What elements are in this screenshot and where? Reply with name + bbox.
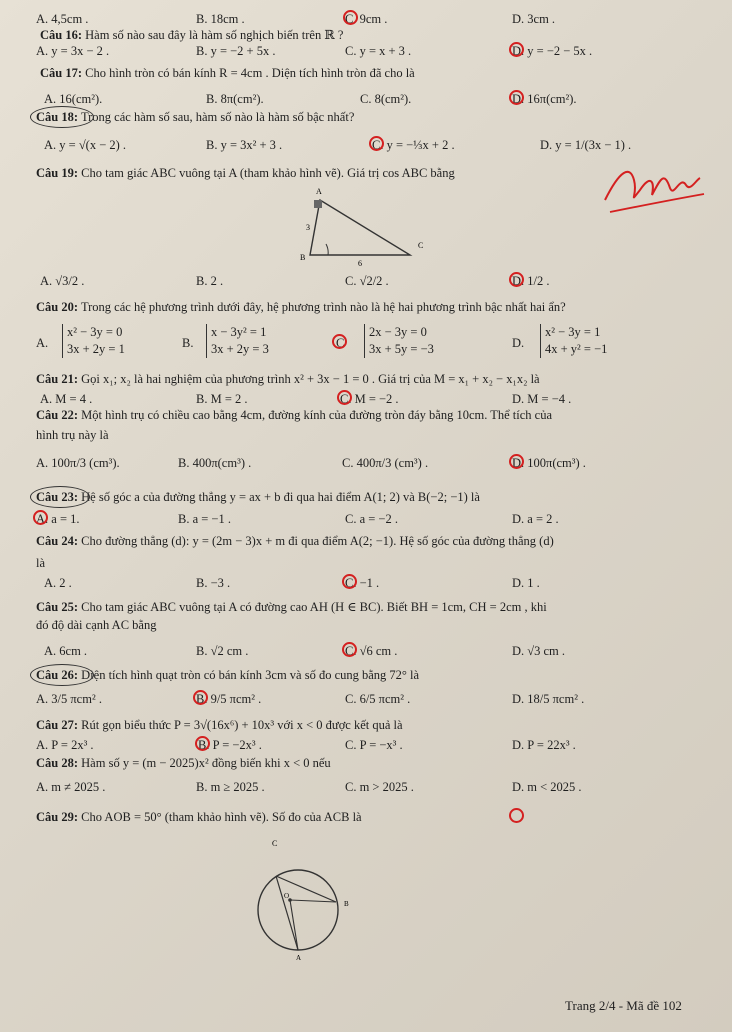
question-mark-circle (30, 486, 90, 508)
vertex-b-label: B (300, 253, 306, 262)
q16-option-b: B. y = −2 + 5x . (196, 44, 276, 58)
answer-mark-circle (509, 90, 524, 105)
question-29 (36, 810, 362, 825)
question-text: Gọi x₁; x₂ là hai nghiệm của phương trình x² + 3x − 1 = 0 . Giá trị của M = x₁ + x₂ − x₁x₂ là (81, 372, 540, 386)
question-mark-circle (30, 106, 94, 128)
answer-mark-circle (195, 736, 210, 751)
q15-option-c: C. 9cm . (345, 12, 388, 26)
q24-option-d: D. 1 . (512, 576, 540, 590)
q22-option-a: A. 100π/3 (cm³). (36, 456, 120, 470)
triangle-shape (310, 200, 410, 255)
q22-option-b: B. 400π(cm³) . (178, 456, 252, 470)
answer-mark-circle (509, 42, 524, 57)
question-label: Câu 16: (40, 28, 83, 42)
q23-option-a: A. a = 1. (36, 512, 80, 526)
q20-option-a-system (62, 324, 125, 358)
question-22-line-2: hình trụ này là (36, 428, 109, 442)
question-19 (36, 166, 455, 181)
q24-option-a: A. 2 . (44, 576, 72, 590)
point-b-label: B (344, 900, 349, 908)
q18-option-c: C. y = −⅓x + 2 . (372, 138, 455, 152)
chord-ca (276, 876, 298, 950)
q17-option-c: C. 8(cm²). (360, 92, 412, 106)
radius-ob (290, 900, 336, 902)
q27-option-a: A. P = 2x³ . (36, 738, 94, 752)
q27-option-b: B. P = −2x³ . (198, 738, 262, 752)
q16-option-a: A. y = 3x − 2 . (36, 44, 110, 58)
question-label: Câu 17: (40, 66, 83, 80)
side-ab-label: 3 (306, 223, 310, 232)
question-label: Câu 22: (36, 408, 79, 422)
q25-option-b: B. √2 cm . (196, 644, 249, 658)
answer-mark-circle (509, 808, 524, 823)
q20-option-d-system (540, 324, 607, 358)
equation: 3x + 2y = 3 (211, 342, 269, 356)
question-label: Câu 23: (36, 490, 79, 504)
question-text: Cho tam giác ABC vuông tại A (tham khảo hình vẽ). Giá trị cos ABC bằng (81, 166, 455, 180)
answer-mark-circle (343, 10, 358, 25)
q20-option-c-system (364, 324, 434, 358)
q22-option-c: C. 400π/3 (cm³) . (342, 456, 429, 470)
question-text: Một hình trụ có chiều cao bằng 4cm, đường kính của đường tròn đáy bằng 10cm. Thể tích của (81, 408, 553, 422)
q25-option-c: C. √6 cm . (345, 644, 398, 658)
question-27 (36, 718, 403, 733)
question-label: Câu 24: (36, 534, 79, 548)
equation: x² − 3y = 1 (545, 325, 601, 339)
question-28 (36, 756, 331, 771)
equation: 3x + 2y = 1 (67, 342, 125, 356)
circle-shape (258, 870, 338, 950)
radius-oa (290, 900, 298, 950)
q16-option-d: D. y = −2 − 5x . (512, 44, 593, 58)
q20-option-c-label: C (336, 336, 345, 350)
q19-option-d: D. 1/2 . (512, 274, 550, 288)
question-20 (36, 300, 566, 315)
q23-option-c: C. a = −2 . (345, 512, 398, 526)
q27-option-c: C. P = −x³ . (345, 738, 403, 752)
point-c-label: C (272, 839, 278, 848)
question-25 (36, 600, 547, 615)
q26-option-a: A. 3/5 πcm² . (36, 692, 102, 706)
q26-option-b: B. 9/5 πcm² . (196, 692, 262, 706)
question-text: Hàm số y = (m − 2025)x² đồng biến khi x < 0 nếu (81, 756, 331, 770)
answer-mark-circle (369, 136, 384, 151)
question-label: Câu 27: (36, 718, 79, 732)
signature-underline (610, 194, 704, 212)
question-22 (36, 408, 552, 423)
q28-option-b: B. m ≥ 2025 . (196, 780, 265, 794)
question-label: Câu 20: (36, 300, 79, 314)
question-text: Hàm số nào sau đây là hàm số nghịch biến trên ℝ ? (85, 28, 344, 42)
question-label: Câu 18: (36, 110, 79, 124)
q15-option-a: A. 4,5cm . (36, 12, 89, 26)
question-mark-circle (30, 664, 94, 686)
right-triangle-figure (270, 180, 440, 270)
q19-option-a: A. √3/2 . (40, 274, 85, 288)
q18-option-d: D. y = 1/(3x − 1) . (540, 138, 632, 152)
q21-option-a: A. M = 4 . (40, 392, 93, 406)
point-a-label: A (296, 954, 302, 962)
question-label: Câu 28: (36, 756, 79, 770)
q28-option-a: A. m ≠ 2025 . (36, 780, 106, 794)
q28-option-c: C. m > 2025 . (345, 780, 414, 794)
q19-option-b: B. 2 . (196, 274, 224, 288)
question-text: Rút gọn biểu thức P = 3√(16x⁶) + 10x³ với x < 0 được kết quả là (81, 718, 403, 732)
question-label: Câu 25: (36, 600, 79, 614)
answer-mark-circle (337, 390, 352, 405)
q23-option-d: D. a = 2 . (512, 512, 559, 526)
q15-option-b: B. 18cm . (196, 12, 245, 26)
signature-stroke (605, 172, 700, 200)
q18-option-b: B. y = 3x² + 3 . (206, 138, 283, 152)
equation: 2x − 3y = 0 (369, 325, 427, 339)
question-label: Câu 29: (36, 810, 79, 824)
q17-option-a: A. 16(cm²). (44, 92, 103, 106)
equation: x − 3y² = 1 (211, 325, 267, 339)
question-label: Câu 26: (36, 668, 79, 682)
right-angle-mark (314, 200, 322, 208)
question-text: Cho tam giác ABC vuông tại A có đường cao AH (H ∈ BC). Biết BH = 1cm, CH = 2cm , khi (81, 600, 547, 614)
q22-option-d: D. 100π(cm³) . (512, 456, 586, 470)
q25-option-d: D. √3 cm . (512, 644, 566, 658)
question-text: Trong các hàm số sau, hàm số nào là hàm số bậc nhất? (80, 110, 355, 124)
q18-option-a: A. y = √(x − 2) . (44, 138, 127, 152)
q19-option-c: C. √2/2 . (345, 274, 389, 288)
q15-option-d: D. 3cm . (512, 12, 556, 26)
question-25-line-2: đó độ dài cạnh AC bằng (36, 618, 157, 632)
question-23 (36, 490, 480, 505)
q23-option-b: B. a = −1 . (178, 512, 231, 526)
question-24-line-2: là (36, 556, 46, 570)
question-16 (40, 28, 343, 43)
question-text: Hệ số góc a của đường thẳng y = ax + b đi qua hai điểm A(1; 2) và B(−2; −1) là (81, 490, 480, 504)
vertex-a-label: A (316, 187, 322, 196)
circle-figure (258, 840, 368, 960)
question-text: Cho hình tròn có bán kính R = 4cm . Diện tích hình tròn đã cho là (85, 66, 415, 80)
q17-option-b: B. 8π(cm²). (206, 92, 264, 106)
q24-option-b: B. −3 . (196, 576, 231, 590)
handwritten-signature (600, 160, 712, 228)
point-o-label: O (284, 892, 290, 900)
q24-option-c: C. −1 . (345, 576, 380, 590)
q26-option-c: C. 6/5 πcm² . (345, 692, 411, 706)
equation: x² − 3y = 0 (67, 325, 123, 339)
question-label: Câu 19: (36, 166, 79, 180)
question-21 (36, 372, 540, 387)
answer-mark-circle (193, 690, 208, 705)
answer-mark-circle (509, 454, 524, 469)
q28-option-d: D. m < 2025 . (512, 780, 582, 794)
q21-option-d: D. M = −4 . (512, 392, 572, 406)
question-17 (40, 66, 415, 81)
answer-mark-circle (342, 574, 357, 589)
question-24 (36, 534, 554, 549)
equation: 4x + y² = −1 (545, 342, 608, 356)
angle-arc (326, 244, 328, 255)
answer-mark-circle (33, 510, 48, 525)
question-text: Cho AOB = 50° (tham khảo hình vẽ). Số đo của ACB là (81, 810, 362, 824)
answer-mark-circle (342, 642, 357, 657)
q17-option-d: D. 16π(cm²). (512, 92, 577, 106)
answer-mark-circle (332, 334, 347, 349)
question-text: Diện tích hình quạt tròn có bán kính 3cm và số đo cung bằng 72° là (81, 668, 420, 682)
question-label: Câu 21: (36, 372, 79, 386)
question-text: Trong các hệ phương trình dưới đây, hệ phương trình nào là hệ hai phương trình bậc nhất hai ẩn? (80, 300, 566, 314)
q21-option-c: C. M = −2 . (340, 392, 399, 406)
side-bc-label: 6 (358, 259, 362, 268)
question-text: Cho đường thẳng (d): y = (2m − 3)x + m đi qua điểm A(2; −1). Hệ số góc của đường thẳng (d) (81, 534, 554, 548)
q27-option-d: D. P = 22x³ . (512, 738, 576, 752)
vertex-c-label: C (418, 241, 424, 250)
q21-option-b: B. M = 2 . (196, 392, 248, 406)
q20-option-b-system (206, 324, 269, 358)
page-footer: Trang 2/4 - Mã đề 102 (565, 998, 682, 1013)
q16-option-c: C. y = x + 3 . (345, 44, 412, 58)
q25-option-a: A. 6cm . (44, 644, 88, 658)
q20-option-d-label: D. (512, 336, 525, 350)
q20-option-b-label: B. (182, 336, 194, 350)
answer-mark-circle (509, 272, 524, 287)
equation: 3x + 5y = −3 (369, 342, 434, 356)
q26-option-d: D. 18/5 πcm² . (512, 692, 585, 706)
q20-option-a-label: A. (36, 336, 49, 350)
